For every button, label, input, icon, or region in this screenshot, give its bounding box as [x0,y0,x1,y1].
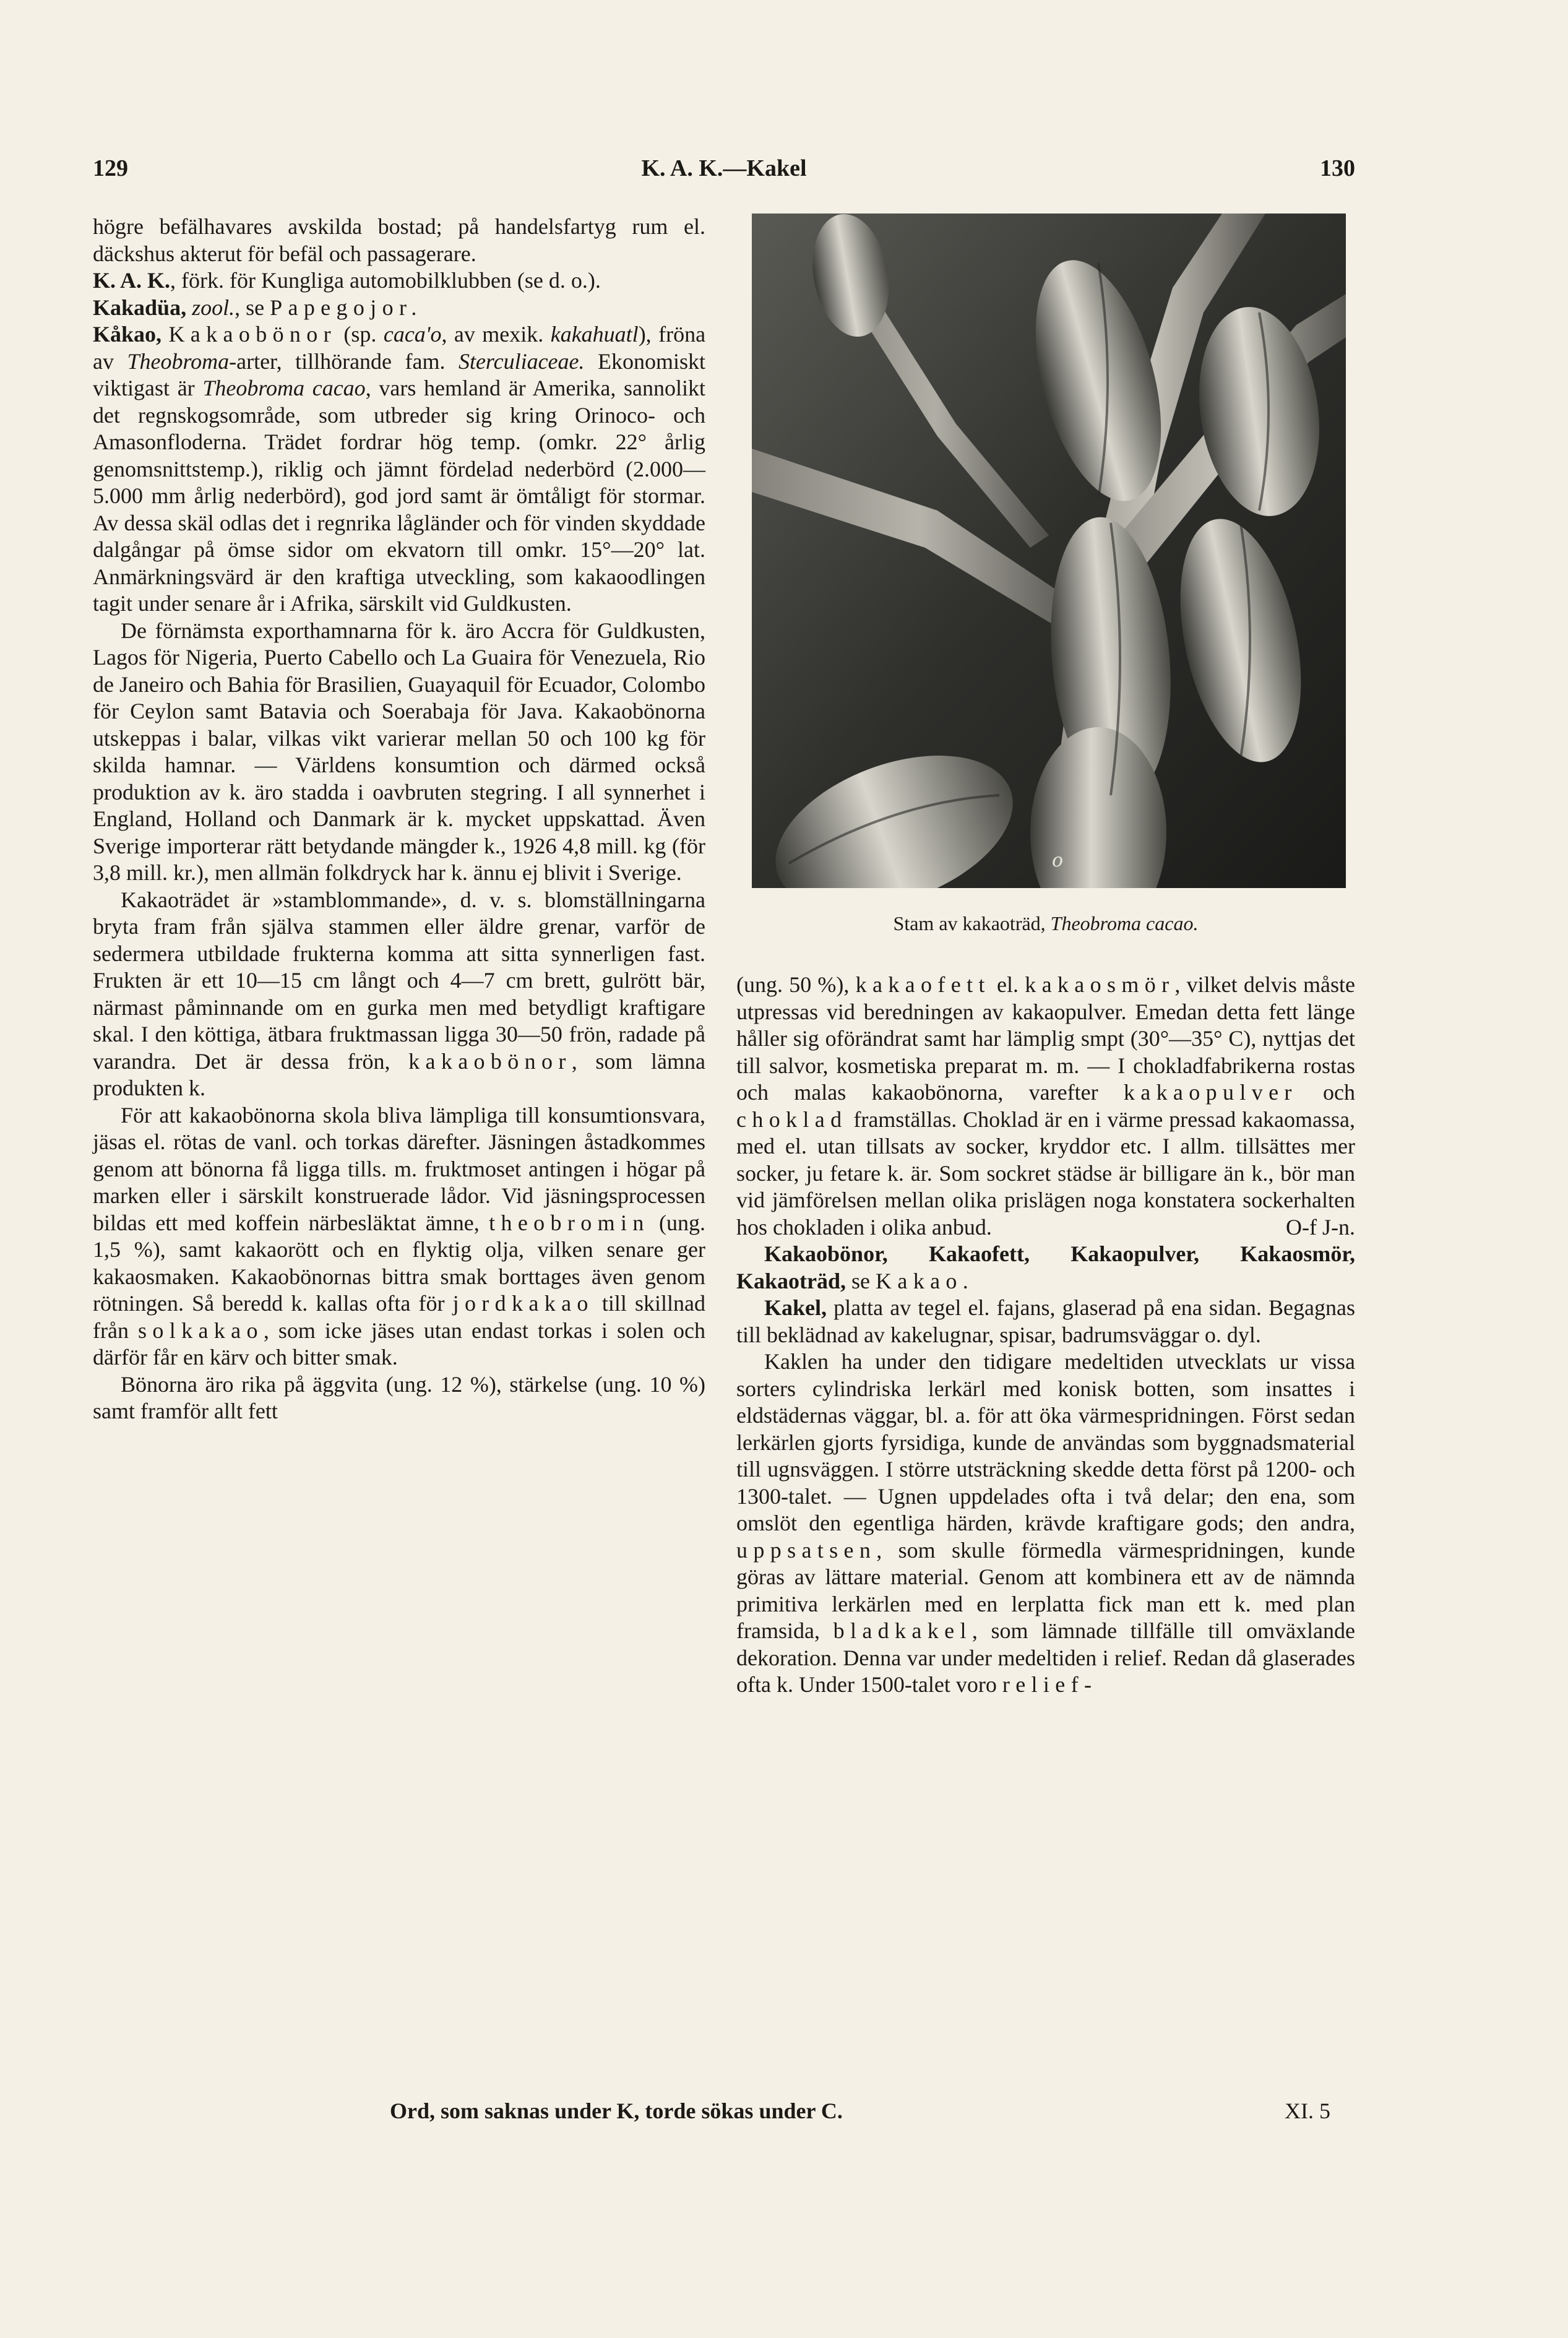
page-footer [93,2098,1355,2135]
right-column [736,972,1355,1699]
left-column [93,214,705,1425]
signature-mark: XI. 5 [1285,2099,1330,2123]
photo-caption: Stam av kakaoträd, Theobroma cacao. [893,912,1199,934]
paragraph-export: De förnämsta exporthamnarna för k. äro Accra för Guldkusten, Lagos för Nigeria, Puerto Cabello och La Guaira för Venezuela, Rio de Janeiro och Bahia för Brasilien, Guayaquil för Ecuador, Colombo för Ceylon samt Batavia och Soerabaja för Java. Kakaobönorna utskeppas i balar, vilkas vikt varierar mellan 50 och 100 kg för skilda hamnar. — Världens konsumtion och därmed också produktion av k. äro stadda i oavbruten stegring. I all synnerhet i England, Holland och Danmark är k. mycket uppskattad. Även Sverige importerar rätt betydande mängder k., 1926 4,8 mill. kg (för 3,8 mill. kr.), men allmän folkdryck har k. ännu ej blivit i Sverige. [93,618,705,885]
photo-mark: o [1052,850,1064,871]
cacao-tree-photo [752,214,1346,888]
paragraph-stamblommande: Kakaoträdet är »stamblommande», d. v. s. blomställningarna bryta fram från själva stammen eller äldre grenar, varför de sedermera utbildade frukterna komma att sitta synnerligen fast. Frukten är ett 10—15 cm långt och 4—7 cm brett, gulrött bär, närmast påminnande om en gurka men med betydligt kraftigare skal. I den köttiga, ätbara fruktmassan ligga 30—50 frön, radade på varandra. Det är dessa frön, kakaobönor, som lämna produkten k. [93,887,706,1100]
entry-kakaobonor: Kakaobönor, Kakaofett, Kakaopulver, Kakaosmör, Kakaoträd, se Kakao. [736,1241,1355,1293]
running-title: K. A. K.—Kakel [641,155,807,181]
entry-kakadua: Kakadüa, zool., se Papegojor. [93,295,423,320]
entry-kak: K. A. K., förk. för Kungliga automobilklubben (se d. o.). [93,268,601,293]
page-number-right: 130 [1320,155,1355,181]
paragraph-jasning: För att kakaobönorna skola bliva lämpliga till konsumtionsvara, jäsas el. rötas de vanl. och torkas därefter. Jäsningen åstadkommes genom att bönorna få ligga tills. m. fruktmoset antingen i högar på marken eller i särskilt konstruerade lådor. Vid jäsningsprocessen bildas ett med koffein närbesläktat ämne, theobromin (ung. 1,5 %), samt kakaorött och en flyktig olja, vilken senare ger kakaosmaken. Kakaobönornas bittra smak borttages även genom rötningen. Så beredd k. kallas ofta för jordkakao till skillnad från solkakao, som icke jäses utan endast torkas i solen och därför får en kärv och bitter smak. [93,1102,706,1370]
page-number-left: 129 [93,155,128,181]
entry-kakao: Kåkao, Kakaobönor (sp. caca'o, av mexik. kakahuatl), fröna av Theobroma-arter, tillhörande fam. Sterculiaceae. Ekonomiskt viktigast är Theobroma cacao, vars hemland är Amerika, sannolikt det regnskogsområde, som utbreder sig kring Orinoco- och Amasonfloderna. Trädet fordrar hög temp. (omkr. 22° årlig genomsnittstemp.), riklig och jämnt fördelad nederbörd (2.000—5.000 mm årlig nederbörd), god jord samt är ömtåligt för stormar. Av dessa skäl odlas det i regnrika lågländer och för vinden skyddade dalgångar på ömse sidor om ekvatorn till omkr. 15°—20° lat. Anmärkningsvärd är den kraftiga utveckling, som kakaoodlingen tagit under senare år i Afrika, särskilt vid Guldkusten. [93,322,706,616]
cacao-photo-illustration [752,214,1346,888]
signature: O-f J-n. [1286,1214,1355,1240]
page-header [93,155,1355,198]
footer-note: Ord, som saknas under K, torde sökas under C. [390,2099,843,2123]
paragraph-bonorna: Bönorna äro rika på äggvita (ung. 12 %), stärkelse (ung. 10 %) samt framför allt fett [93,1371,705,1423]
paragraph-kakaofett: (ung. 50 %), kakaofett el. kakaosmör, vilket delvis måste utpressas vid beredningen av kakaopulver. Emedan detta fett länge håller sig oförändrat samt har lämplig smpt (30°—35° C), nyttjas det till salvor, kosmetiska preparat m. m. — I chokladfabrikerna rostas och malas kakaobönorna, varefter kakaopulver och choklad framställas. Choklad är en i värme pressad kakaomassa, med el. utan tillsats av socker, kryddor etc. I allm. tillsättes mer socker, ju fetare k. är. Som sockret städse är billigare än k., bör man vid jämförelsen mellan olika prislägen noga konstatera sockerhalten hos chokladen i olika anbud. O-f J-n. [736,972,1355,1241]
paragraph-befalhavare: högre befälhavares avskilda bostad; på handelsfartyg rum el. däckshus akterut för befäl och passagerare. [93,214,705,266]
paragraph-kaklen: Kaklen ha under den tidigare medeltiden utvecklats ur vissa sorters cylindriska lerkärl med konisk botten, som insattes i eldstädernas väggar, bl. a. för att öka värmespridningen. Först sedan lerkärlen gjorts fyrsidiga, kunde de användas som byggnadsmaterial till ugnsväggen. I större utsträckning skedde detta först på 1200- och 1300-talet. — Ugnen uppdelades ofta i två delar; den ena, som omslöt den egentliga härden, krävde kraftigare gods; den andra, uppsatsen, som skulle förmedla värmespridningen, kunde göras av lättare material. Genom att kombinera ett av de nämnda primitiva lerkärlen med en lerplatta fick man ett k. med plan framsida, bladkakel, som lämnade tillfälle till omväxlande dekoration. Denna var under medeltiden i relief. Redan då glaserades ofta k. Under 1500-talet voro relief- [736,1349,1356,1697]
entry-kakel: Kakel, platta av tegel el. fajans, glaserad på ena sidan. Begagnas till beklädnad av kakelugnar, spisar, badrumsväggar o. dyl. [736,1295,1355,1347]
